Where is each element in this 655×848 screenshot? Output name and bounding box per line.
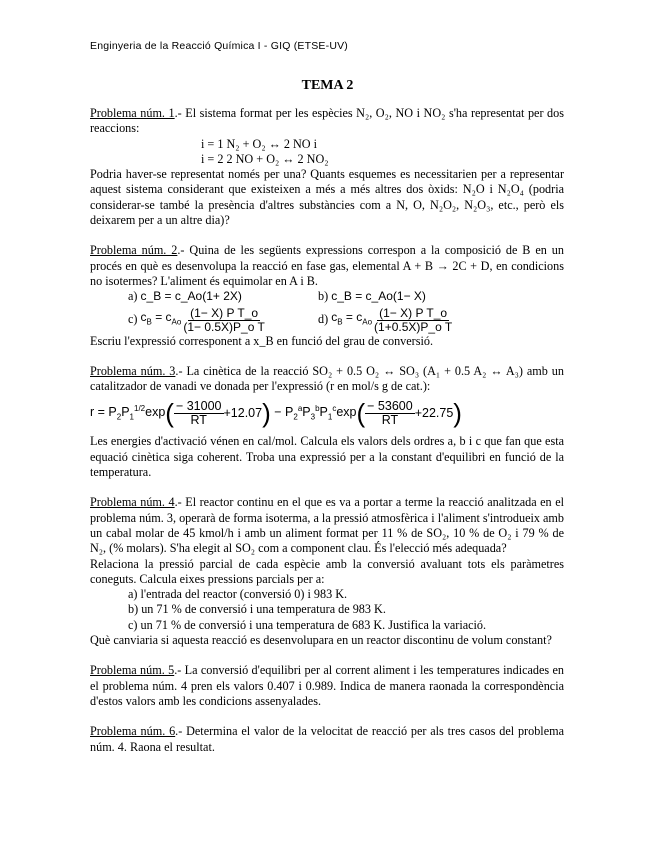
problem-4-text3: Què canviaria si aquesta reacció es desenvolupara en un reactor discontinu de volum constant? <box>90 633 552 648</box>
list-item: a) l'entrada del reactor (conversió 0) i 983 K. <box>128 587 348 602</box>
problem-1 <box>90 106 564 228</box>
running-header: Enginyeria de la Reacció Química I - GIQ (ETSE-UV) <box>90 40 348 52</box>
reaction-2: i = 2 2 NO + O₂ ↔ 2 NO₂ <box>201 151 329 166</box>
fraction-d: $\frac{\text{(1− X) P T\_o}}{\text{(1+0.5X)P\_o T}}$ <box>374 305 453 334</box>
problem-2-after: Escriu l'expressió corresponent a x_B en funció del grau de conversió. <box>90 333 433 348</box>
list-item: b) un 71 % de conversió i una temperatura de 983 K. <box>128 602 386 617</box>
problem-3-label: Problema núm. 3 <box>90 363 176 378</box>
problem-1-text: Podria haver-se representat només per una? Quants esquemes es necessitarien per a representar aquest sistema considerant que existeixen a més a més altres dos òxids: N₂O i N₂O₄ (podria considerar-se també la presència d'altres substàncies com a N, O, N₂O₂, N₂O₃, etc., però els deixarem per a un altre dia)? <box>90 167 564 228</box>
document-body <box>90 106 564 755</box>
problem-6 <box>90 724 564 755</box>
fraction-c: $\frac{\text{(1− X) P T\_o}}{\text{(1− 0.5X)P\_o T}}$ <box>183 305 265 334</box>
problem-2-label: Problema núm. 2 <box>90 243 178 258</box>
problem-2 <box>90 243 564 348</box>
problem-6-label: Problema núm. 6 <box>90 724 176 739</box>
problem-4-intro: Problema núm. 4.- El reactor continu en el que es va a portar a terme la reacció analitzada en el problema núm. 3, operarà de forma isoterma, a la pressió atmosfèrica i l'aliment s'introdueix amb un cabal molar de 45 kmol/h i amb un aliment format per 11 % de SO₂, 10 % de O₂ i 79 % de N₂, (% molars). S'ha elegit al SO₂ com a component clau. És l'elecció més adequada? <box>90 495 564 556</box>
problem-3-intro: Problema núm. 3.- La cinètica de la reacció SO₂ + 0.5 O₂ ↔ SO₃ (A₁ + 0.5 A₂ ↔ A₃) amb un catalitzador de vanadi ve donada per l'expressió (r en mol/s g de cat.): <box>90 363 564 394</box>
option-grid <box>128 289 564 333</box>
reaction-1: i = 1 N₂ + O₂ ↔ 2 NO i <box>201 136 318 151</box>
rate-fraction-1: $\frac{- 31000}{RT}$ <box>175 398 222 427</box>
list-item: c) un 71 % de conversió i una temperatura de 683 K. Justifica la variació. <box>128 617 487 632</box>
option-c: c) $c_B = c_{Ao}$ $\frac{\text{(1− X) P T\_o}}{\text{(1− 0.5X)P\_o T}}$ <box>128 305 265 334</box>
page-title: TEMA 2 <box>301 78 354 93</box>
problem-3-text: Les energies d'activació vénen en cal/mol. Calcula els valors dels ordres a, b i c que fan que esta equació cinètica siga coherent. Troba una expressió per a la constant d'equilibri en funció de la temperatura. <box>90 434 564 480</box>
rate-fraction-2: $\frac{- 53600}{RT}$ <box>367 398 413 427</box>
option-b: b) c_B = c_Ao(1− X) <box>318 289 426 304</box>
equation-a: c_B = c_Ao(1+ 2X) <box>140 289 242 304</box>
problem-4 <box>90 495 564 648</box>
problem-3 <box>90 364 564 480</box>
equation-b: c_B = c_Ao(1− X) <box>331 289 426 304</box>
problem-1-label: Problema núm. 1 <box>90 106 175 120</box>
problem-4-text2: Relaciona la pressió parcial de cada espècie amb la conversió avaluant tots els paràmetres coneguts. Calcula eixes pressions parcials per a: <box>90 556 564 586</box>
rate-equation: $r = P_2P_1^{1/2}\exp$ ( $\frac{- 31000}{RT}$ +12.07 ) − $P_2^aP_3^bP_1^c\exp$ ( $\frac{- 53600}{RT}$ +22.75 ) <box>90 398 462 429</box>
option-a: a) c_B = c_Ao(1+ 2X) <box>128 289 242 304</box>
option-d: d) $c_B = c_{Ao}$ $\frac{\text{(1− X) P T\_o}}{\text{(1+0.5X)P\_o T}}$ <box>318 305 453 334</box>
problem-1-intro: Problema núm. 1.- El sistema format per les espècies N₂, O₂, NO i NO₂ s'ha representat per dos reaccions: <box>90 106 564 136</box>
problem-5-text: Problema núm. 5.- La conversió d'equilibri per al corrent aliment i les temperatures indicades en el problema núm. 4 pren els valors 0.407 i 0.989. Indica de manera raonada la correspondència d'estos valors amb les condicions assenyalades. <box>90 663 564 708</box>
problem-6-text: Problema núm. 6.- Determina el valor de la velocitat de reacció per als tres casos del problema núm. 4. Raona el resultat. <box>90 724 564 754</box>
problem-5-label: Problema núm. 5 <box>90 663 175 678</box>
problem-4-label: Problema núm. 4 <box>90 495 175 510</box>
problem-5 <box>90 663 564 709</box>
conditions-list <box>90 587 564 633</box>
problem-2-intro: Problema núm. 2.- Quina de les següents expressions correspon a la composició de B en un procés en què es desenvolupa la reacció en fase gas, elemental A + B → 2C + D, en condicions no isotermes? L'aliment és equimolar en A i B. <box>90 243 564 288</box>
